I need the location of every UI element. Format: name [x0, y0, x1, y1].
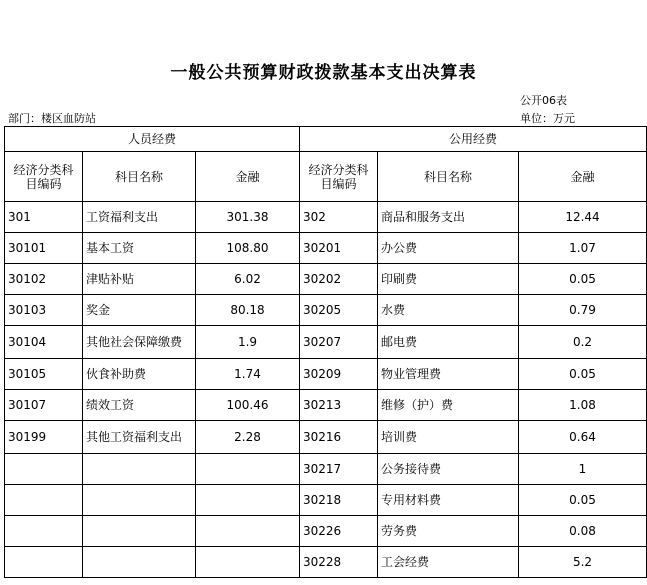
- right-code-cell: 30209: [300, 359, 378, 390]
- right-amount-cell: 1: [519, 454, 647, 485]
- right-name-cell: 工会经费: [378, 547, 519, 578]
- left-name-cell: [83, 454, 196, 485]
- right-code-cell: 30205: [300, 295, 378, 326]
- table-row: [5, 295, 647, 326]
- left-amount-cell: [196, 516, 300, 547]
- table-row: [5, 485, 647, 516]
- right-code-cell: 30228: [300, 547, 378, 578]
- column-header-name: 科目名称: [83, 152, 196, 202]
- section-header-personnel: 人员经费: [5, 127, 300, 152]
- right-amount-cell: 5.2: [519, 547, 647, 578]
- right-code-cell: 302: [300, 202, 378, 233]
- right-name-cell: 物业管理费: [378, 359, 519, 390]
- column-header-amount: 金融: [519, 152, 647, 202]
- left-name-cell: [83, 485, 196, 516]
- left-name-cell: 伙食补助费: [83, 359, 196, 390]
- right-amount-cell: 0.05: [519, 264, 647, 295]
- left-name-cell: [83, 547, 196, 578]
- right-name-cell: 邮电费: [378, 326, 519, 359]
- right-amount-cell: 0.08: [519, 516, 647, 547]
- left-code-cell: [5, 454, 83, 485]
- left-code-cell: 30101: [5, 233, 83, 264]
- left-amount-cell: [196, 485, 300, 516]
- left-code-cell: [5, 547, 83, 578]
- right-name-cell: 水费: [378, 295, 519, 326]
- left-code-cell: 30199: [5, 421, 83, 454]
- left-amount-cell: 80.18: [196, 295, 300, 326]
- department-label: 部门：楼区血防站: [8, 112, 96, 125]
- left-amount-cell: 301.38: [196, 202, 300, 233]
- right-code-cell: 30202: [300, 264, 378, 295]
- left-code-cell: 30104: [5, 326, 83, 359]
- left-name-cell: 津贴补贴: [83, 264, 196, 295]
- table-row: [5, 421, 647, 454]
- table-row: [5, 264, 647, 295]
- left-amount-cell: 100.46: [196, 390, 300, 421]
- left-code-cell: 30107: [5, 390, 83, 421]
- left-name-cell: 其他社会保障缴费: [83, 326, 196, 359]
- right-amount-cell: 0.05: [519, 485, 647, 516]
- left-code-cell: [5, 516, 83, 547]
- right-name-cell: 培训费: [378, 421, 519, 454]
- report-title: 一般公共预算财政拨款基本支出决算表: [170, 63, 477, 83]
- right-code-cell: 30226: [300, 516, 378, 547]
- column-header-code: 经济分类科目编码: [300, 152, 378, 202]
- left-amount-cell: 2.28: [196, 421, 300, 454]
- table-row: [5, 202, 647, 233]
- right-amount-cell: 0.64: [519, 421, 647, 454]
- left-name-cell: [83, 516, 196, 547]
- left-amount-cell: [196, 547, 300, 578]
- left-name-cell: 绩效工资: [83, 390, 196, 421]
- right-name-cell: 专用材料费: [378, 485, 519, 516]
- right-amount-cell: 12.44: [519, 202, 647, 233]
- column-header-amount: 金融: [196, 152, 300, 202]
- right-name-cell: 印刷费: [378, 264, 519, 295]
- column-header-name: 科目名称: [378, 152, 519, 202]
- left-code-cell: 30102: [5, 264, 83, 295]
- left-code-cell: 301: [5, 202, 83, 233]
- table-row: [5, 390, 647, 421]
- table-row: [5, 326, 647, 359]
- right-code-cell: 30217: [300, 454, 378, 485]
- table-row: [5, 454, 647, 485]
- right-name-cell: 办公费: [378, 233, 519, 264]
- right-code-cell: 30213: [300, 390, 378, 421]
- left-amount-cell: 1.74: [196, 359, 300, 390]
- right-code-cell: 30218: [300, 485, 378, 516]
- right-amount-cell: 1.07: [519, 233, 647, 264]
- expenditure-table: [4, 126, 647, 578]
- form-number: 公开06表: [520, 94, 567, 107]
- left-amount-cell: 108.80: [196, 233, 300, 264]
- left-amount-cell: 6.02: [196, 264, 300, 295]
- table-row: [5, 233, 647, 264]
- unit-label: 单位：万元: [520, 112, 575, 125]
- left-name-cell: 工资福利支出: [83, 202, 196, 233]
- left-code-cell: [5, 485, 83, 516]
- column-header-code: 经济分类科目编码: [5, 152, 83, 202]
- left-code-cell: 30103: [5, 295, 83, 326]
- right-code-cell: 30201: [300, 233, 378, 264]
- right-amount-cell: 0.05: [519, 359, 647, 390]
- right-amount-cell: 0.2: [519, 326, 647, 359]
- table-row: [5, 547, 647, 578]
- section-header-public: 公用经费: [300, 127, 647, 152]
- left-code-cell: 30105: [5, 359, 83, 390]
- right-name-cell: 商品和服务支出: [378, 202, 519, 233]
- right-amount-cell: 0.79: [519, 295, 647, 326]
- left-amount-cell: [196, 454, 300, 485]
- right-code-cell: 30207: [300, 326, 378, 359]
- left-name-cell: 其他工资福利支出: [83, 421, 196, 454]
- left-name-cell: 基本工资: [83, 233, 196, 264]
- right-amount-cell: 1.08: [519, 390, 647, 421]
- table-row: [5, 359, 647, 390]
- left-amount-cell: 1.9: [196, 326, 300, 359]
- right-name-cell: 维修（护）费: [378, 390, 519, 421]
- table-row: [5, 516, 647, 547]
- right-name-cell: 公务接待费: [378, 454, 519, 485]
- right-code-cell: 30216: [300, 421, 378, 454]
- right-name-cell: 劳务费: [378, 516, 519, 547]
- left-name-cell: 奖金: [83, 295, 196, 326]
